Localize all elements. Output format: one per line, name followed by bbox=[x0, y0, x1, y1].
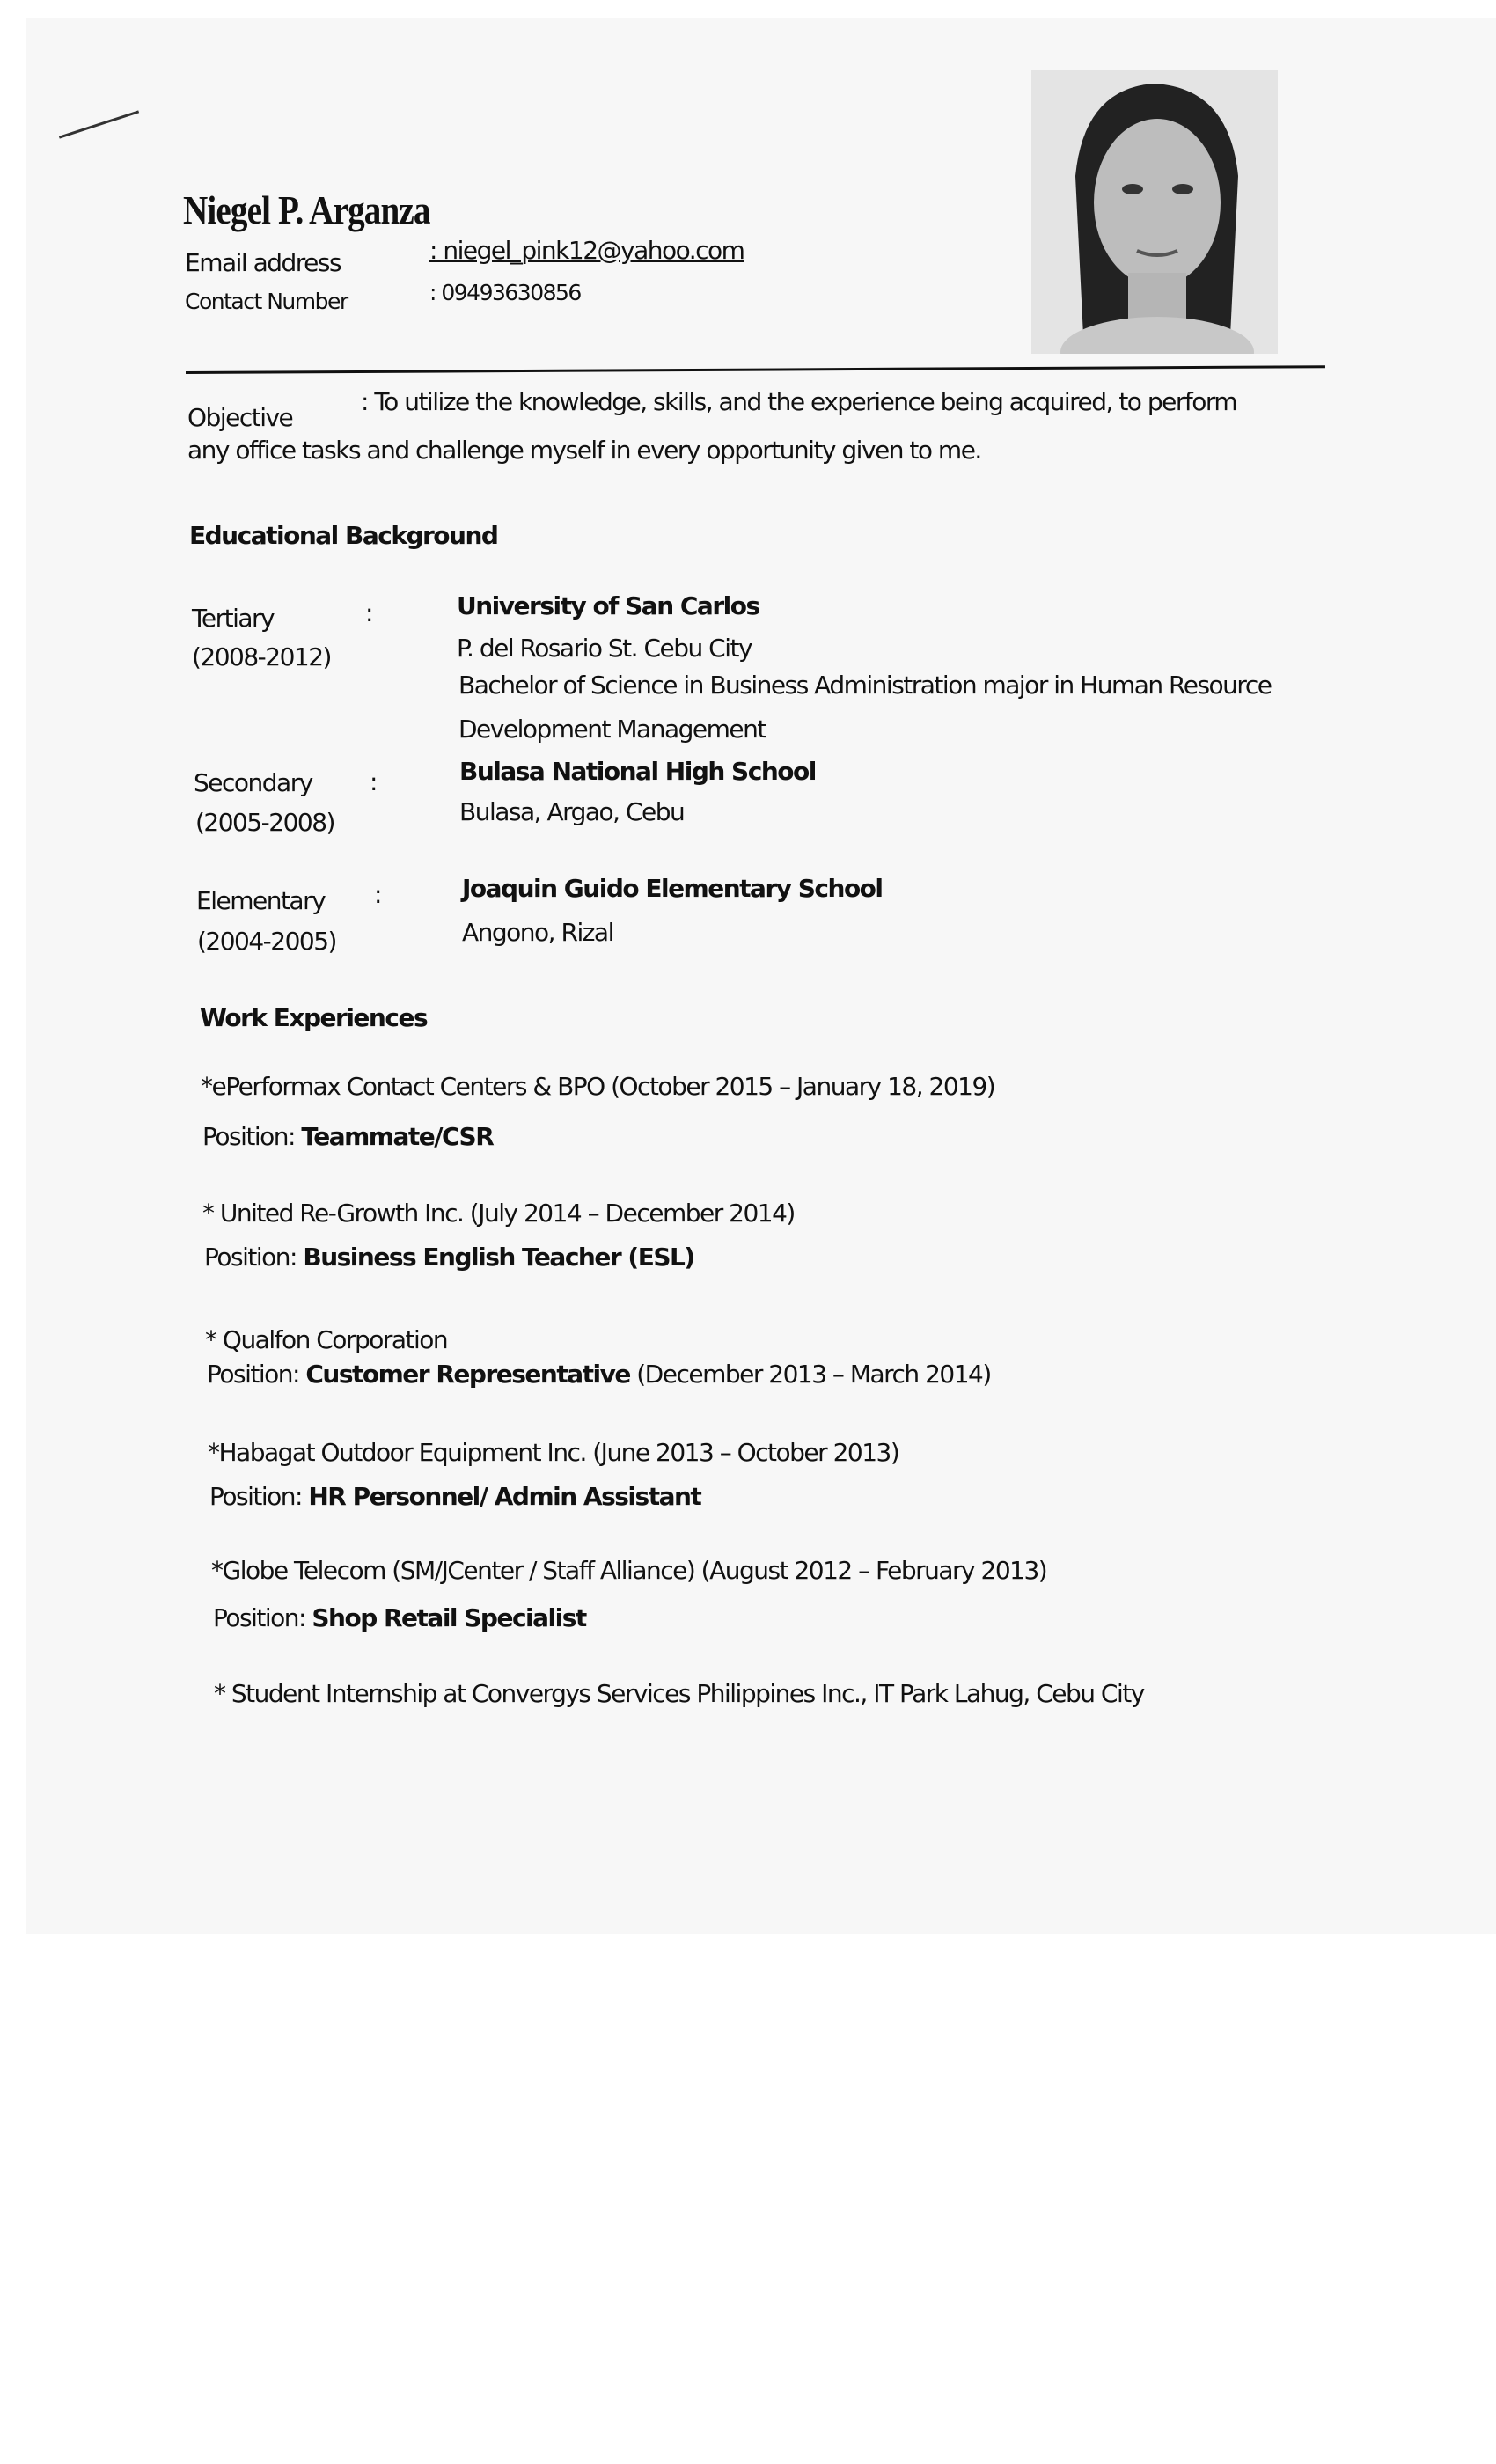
edu-level: Elementary bbox=[196, 886, 326, 915]
phone-label: Contact Number bbox=[185, 289, 348, 314]
email-label: Email address bbox=[185, 248, 341, 277]
edu-school: Joaquin Guido Elementary School bbox=[462, 874, 883, 903]
job-company: *Habagat Outdoor Equipment Inc. (June 2013 – October 2013) bbox=[208, 1438, 899, 1467]
work-heading: Work Experiences bbox=[200, 1003, 428, 1032]
job-position: Position: Shop Retail Specialist bbox=[213, 1603, 586, 1632]
edu-address: P. del Rosario St. Cebu City bbox=[457, 634, 752, 663]
edu-years: (2004-2005) bbox=[197, 927, 336, 956]
edu-address: Bulasa, Argao, Cebu bbox=[459, 797, 685, 826]
edu-level: Tertiary bbox=[192, 604, 275, 633]
edu-years: (2008-2012) bbox=[192, 642, 331, 671]
edu-years: (2005-2008) bbox=[195, 808, 334, 837]
phone-value: : 09493630856 bbox=[429, 280, 581, 305]
objective-line-1: : To utilize the knowledge, skills, and the experience being acquired, to perform bbox=[361, 387, 1237, 416]
edu-address: Angono, Rizal bbox=[462, 918, 613, 947]
edu-degree: Bachelor of Science in Business Administration major in Human Resource bbox=[458, 671, 1272, 700]
edu-school: University of San Carlos bbox=[457, 591, 759, 620]
email-link[interactable]: : niegel_pink12@yahoo.com bbox=[429, 236, 744, 265]
edu-degree: Development Management bbox=[458, 715, 766, 744]
email-value bbox=[429, 236, 744, 265]
edu-level: Secondary bbox=[194, 768, 312, 797]
edu-colon: : bbox=[370, 767, 377, 796]
job-company: * United Re-Growth Inc. (July 2014 – December 2014) bbox=[202, 1199, 795, 1228]
objective-line-2: any office tasks and challenge myself in every opportunity given to me. bbox=[187, 436, 981, 465]
job-company: *Globe Telecom (SM/JCenter / Staff Alliance) (August 2012 – February 2013) bbox=[211, 1556, 1047, 1585]
job-company: *ePerformax Contact Centers & BPO (October 2015 – January 18, 2019) bbox=[201, 1072, 995, 1101]
applicant-name: Niegel P. Arganza bbox=[183, 187, 430, 232]
edu-school: Bulasa National High School bbox=[459, 757, 816, 786]
job-position: Position: HR Personnel/ Admin Assistant bbox=[209, 1482, 701, 1511]
education-heading: Educational Background bbox=[189, 521, 498, 550]
objective-label: Objective bbox=[187, 403, 293, 432]
job-position: Position: Customer Representative (December 2013 – March 2014) bbox=[207, 1360, 991, 1389]
edu-colon: : bbox=[365, 598, 372, 627]
job-position: Position: Teammate/CSR bbox=[202, 1122, 494, 1151]
job-position: Position: Business English Teacher (ESL) bbox=[204, 1243, 694, 1272]
internship: * Student Internship at Convergys Services Philippines Inc., IT Park Lahug, Cebu City bbox=[214, 1679, 1144, 1708]
edu-colon: : bbox=[374, 880, 381, 909]
job-company: * Qualfon Corporation bbox=[205, 1325, 448, 1354]
profile-photo bbox=[1031, 70, 1278, 354]
